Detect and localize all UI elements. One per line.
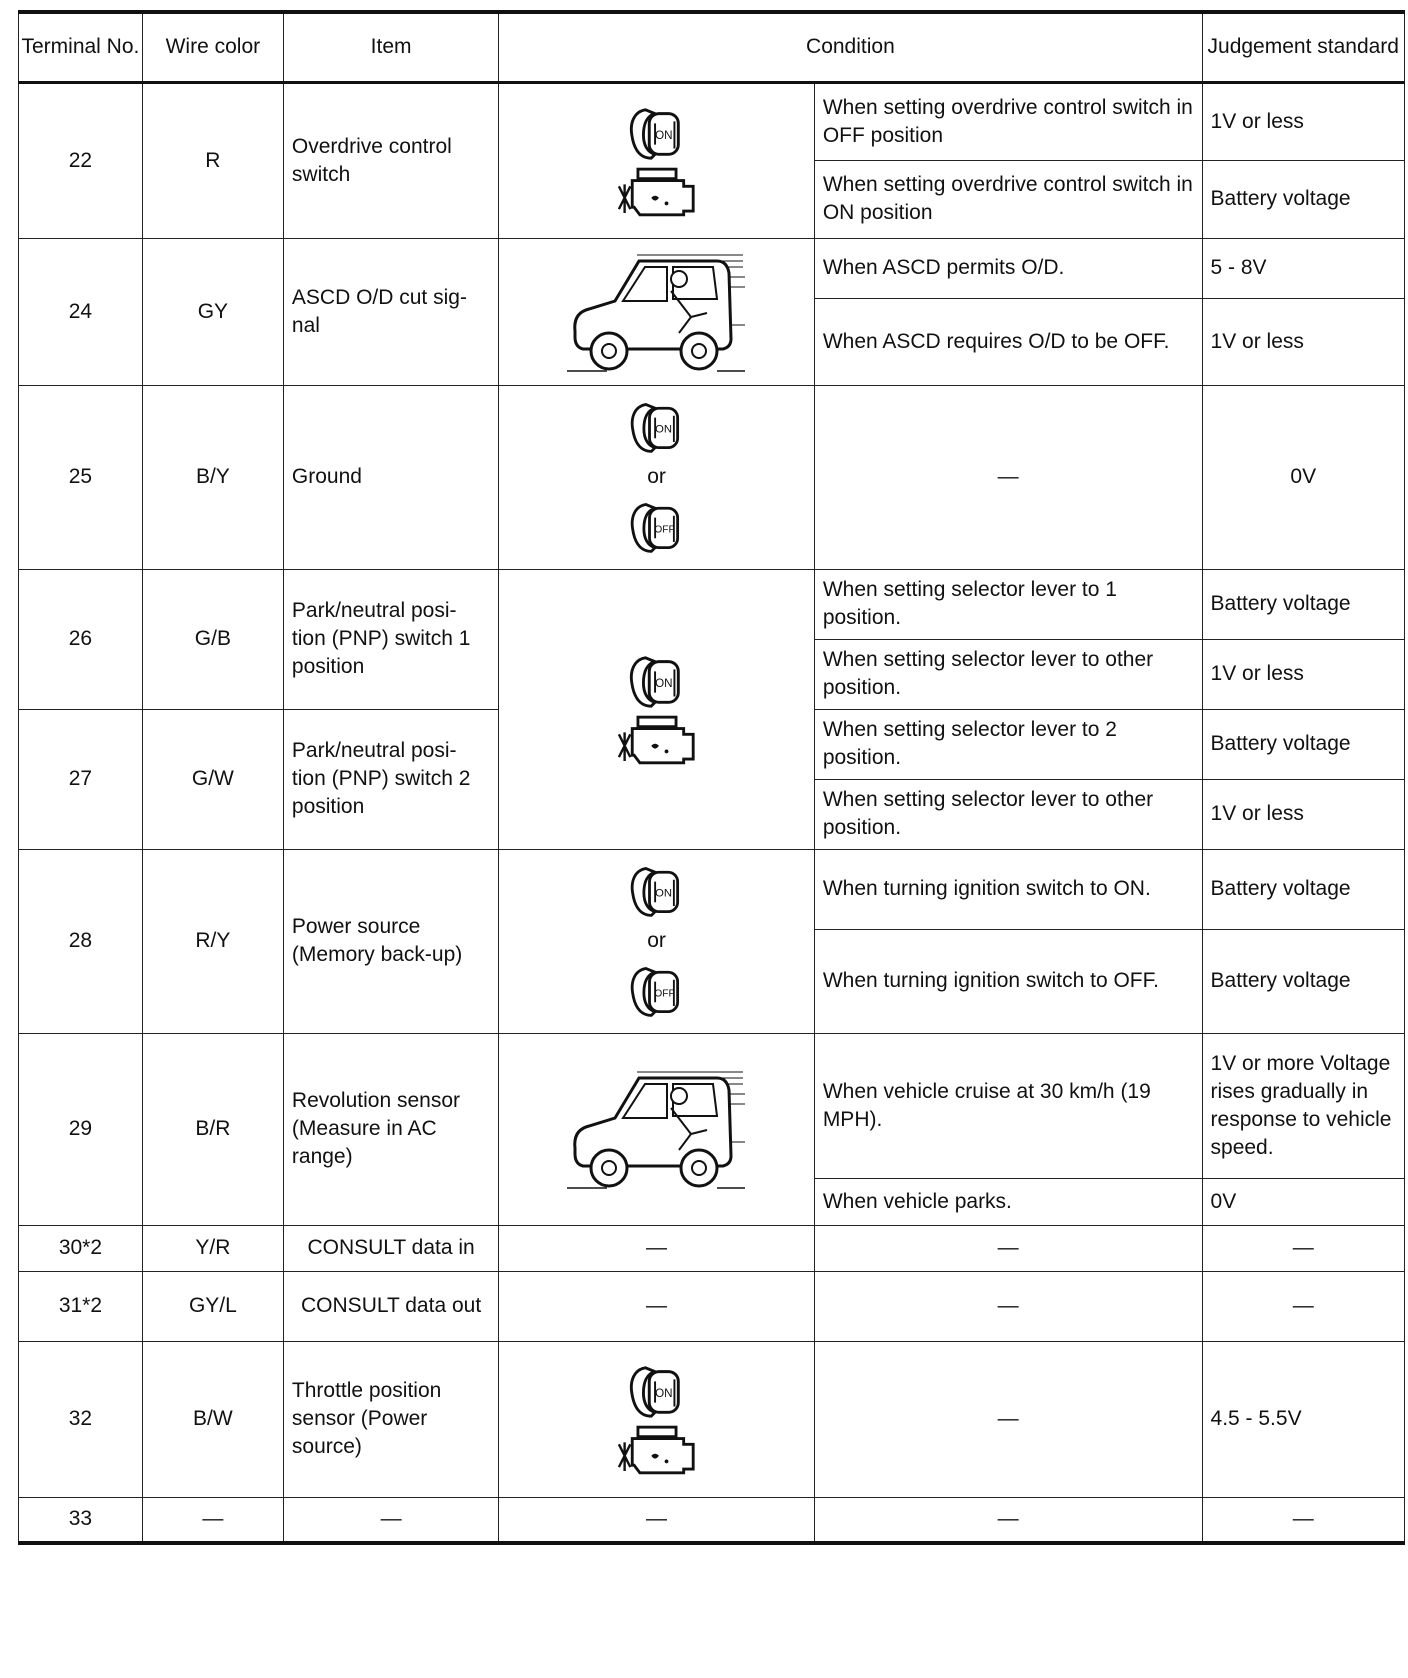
condition-cell: — [814,1225,1202,1271]
engine-running-icon [617,164,697,220]
condition-cell: When turning ignition switch to ON. [814,849,1202,929]
condition-cell: When turning ignition switch to OFF. [814,929,1202,1033]
item-cell: Overdrive control switch [283,82,498,238]
item-cell: — [283,1497,498,1543]
table-row [19,1225,1405,1271]
ignition-key-off-icon [626,961,688,1021]
condition-icons [499,569,815,849]
car-driving-icon [567,247,747,377]
judgement-cell: 1V or more Voltage rises gradually in response to vehicle speed. [1202,1033,1404,1178]
condition-cell: When setting selector lever to 1 position. [814,569,1202,639]
header-terminal: Terminal No. [19,12,143,82]
wire-color-cell: — [142,1497,283,1543]
condition-cell: — [814,385,1202,569]
condition-icons [499,849,815,1033]
terminal-cell: 27 [19,709,143,849]
item-cell: CONSULT data in [283,1225,498,1271]
wire-color-cell: GY [142,238,283,385]
wire-color-cell: B/Y [142,385,283,569]
condition-cell: When setting overdrive control switch in ON position [814,160,1202,238]
ignition-key-on-icon [626,650,688,712]
ignition-key-off-icon [626,497,688,557]
condition-cell: When ASCD permits O/D. [814,238,1202,298]
judgement-cell: — [1202,1497,1404,1543]
terminal-cell: 33 [19,1497,143,1543]
terminal-cell: 32 [19,1341,143,1497]
item-cell: Revolution sensor (Measure in AC range) [283,1033,498,1225]
condition-icons: — [499,1225,815,1271]
judgement-cell: 1V or less [1202,298,1404,385]
header-condition: Condition [499,12,1202,82]
judgement-cell: 1V or less [1202,639,1404,709]
condition-icons [499,385,815,569]
condition-icons: — [499,1271,815,1341]
condition-cell: When vehicle cruise at 30 km/h (19 MPH). [814,1033,1202,1178]
condition-cell: When setting selector lever to other position. [814,639,1202,709]
condition-cell: When ASCD requires O/D to be OFF. [814,298,1202,385]
condition-icons [499,1341,815,1497]
header-item: Item [283,12,498,82]
or-text: or [647,465,666,488]
engine-running-icon [617,1422,697,1478]
terminal-cell: 29 [19,1033,143,1225]
condition-cell: When setting selector lever to other position. [814,779,1202,849]
condition-cell: — [814,1497,1202,1543]
item-cell: Power source (Memory back-up) [283,849,498,1033]
terminal-cell: 28 [19,849,143,1033]
judgement-cell: 1V or less [1202,779,1404,849]
judgement-cell: Battery voltage [1202,709,1404,779]
wire-color-cell: B/W [142,1341,283,1497]
header-judgement: Judgement standard [1202,12,1404,82]
ignition-key-on-icon [626,861,688,921]
ignition-key-on-icon [626,1360,688,1422]
table-row [19,569,1405,639]
condition-cell: When setting overdrive control switch in OFF position [814,82,1202,160]
table-row [19,385,1405,569]
ignition-key-on-icon [626,397,688,457]
judgement-cell: 4.5 - 5.5V [1202,1341,1404,1497]
judgement-cell: — [1202,1225,1404,1271]
condition-cell: When vehicle parks. [814,1178,1202,1225]
table-row [19,1497,1405,1543]
terminal-cell: 24 [19,238,143,385]
table-row [19,1341,1405,1497]
table-row [19,82,1405,160]
judgement-cell: Battery voltage [1202,929,1404,1033]
condition-cell: — [814,1271,1202,1341]
condition-icons: — [499,1497,815,1543]
table-row [19,849,1405,929]
condition-icons [499,82,815,238]
wire-color-cell: R [142,82,283,238]
or-text: or [647,929,666,952]
judgement-cell: 1V or less [1202,82,1404,160]
condition-icons [499,238,815,385]
wire-color-cell: R/Y [142,849,283,1033]
wire-color-cell: G/W [142,709,283,849]
header-wire-color: Wire color [142,12,283,82]
terminal-cell: 25 [19,385,143,569]
judgement-cell: 0V [1202,385,1404,569]
terminal-table [18,10,1405,1545]
table-row [19,1271,1405,1341]
wire-color-cell: Y/R [142,1225,283,1271]
item-cell: Ground [283,385,498,569]
ignition-key-on-icon [626,102,688,164]
terminal-cell: 30*2 [19,1225,143,1271]
judgement-cell: Battery voltage [1202,569,1404,639]
table-row [19,1033,1405,1178]
terminal-cell: 26 [19,569,143,709]
wire-color-cell: GY/L [142,1271,283,1341]
engine-running-icon [617,712,697,768]
item-cell: Throttle position sensor (Power source) [283,1341,498,1497]
item-cell: Park/neutral posi-tion (PNP) switch 2 position [283,709,498,849]
condition-icons [499,1033,815,1225]
terminal-cell: 22 [19,82,143,238]
item-cell: ASCD O/D cut sig-nal [283,238,498,385]
terminal-cell: 31*2 [19,1271,143,1341]
car-driving-icon [567,1064,747,1194]
wire-color-cell: B/R [142,1033,283,1225]
judgement-cell: Battery voltage [1202,160,1404,238]
judgement-cell: Battery voltage [1202,849,1404,929]
wire-color-cell: G/B [142,569,283,709]
condition-cell: When setting selector lever to 2 position. [814,709,1202,779]
condition-cell: — [814,1341,1202,1497]
header-row [19,12,1405,82]
item-cell: Park/neutral posi-tion (PNP) switch 1 position [283,569,498,709]
judgement-cell: 0V [1202,1178,1404,1225]
judgement-cell: — [1202,1271,1404,1341]
judgement-cell: 5 - 8V [1202,238,1404,298]
table-row [19,238,1405,298]
item-cell: CONSULT data out [283,1271,498,1341]
